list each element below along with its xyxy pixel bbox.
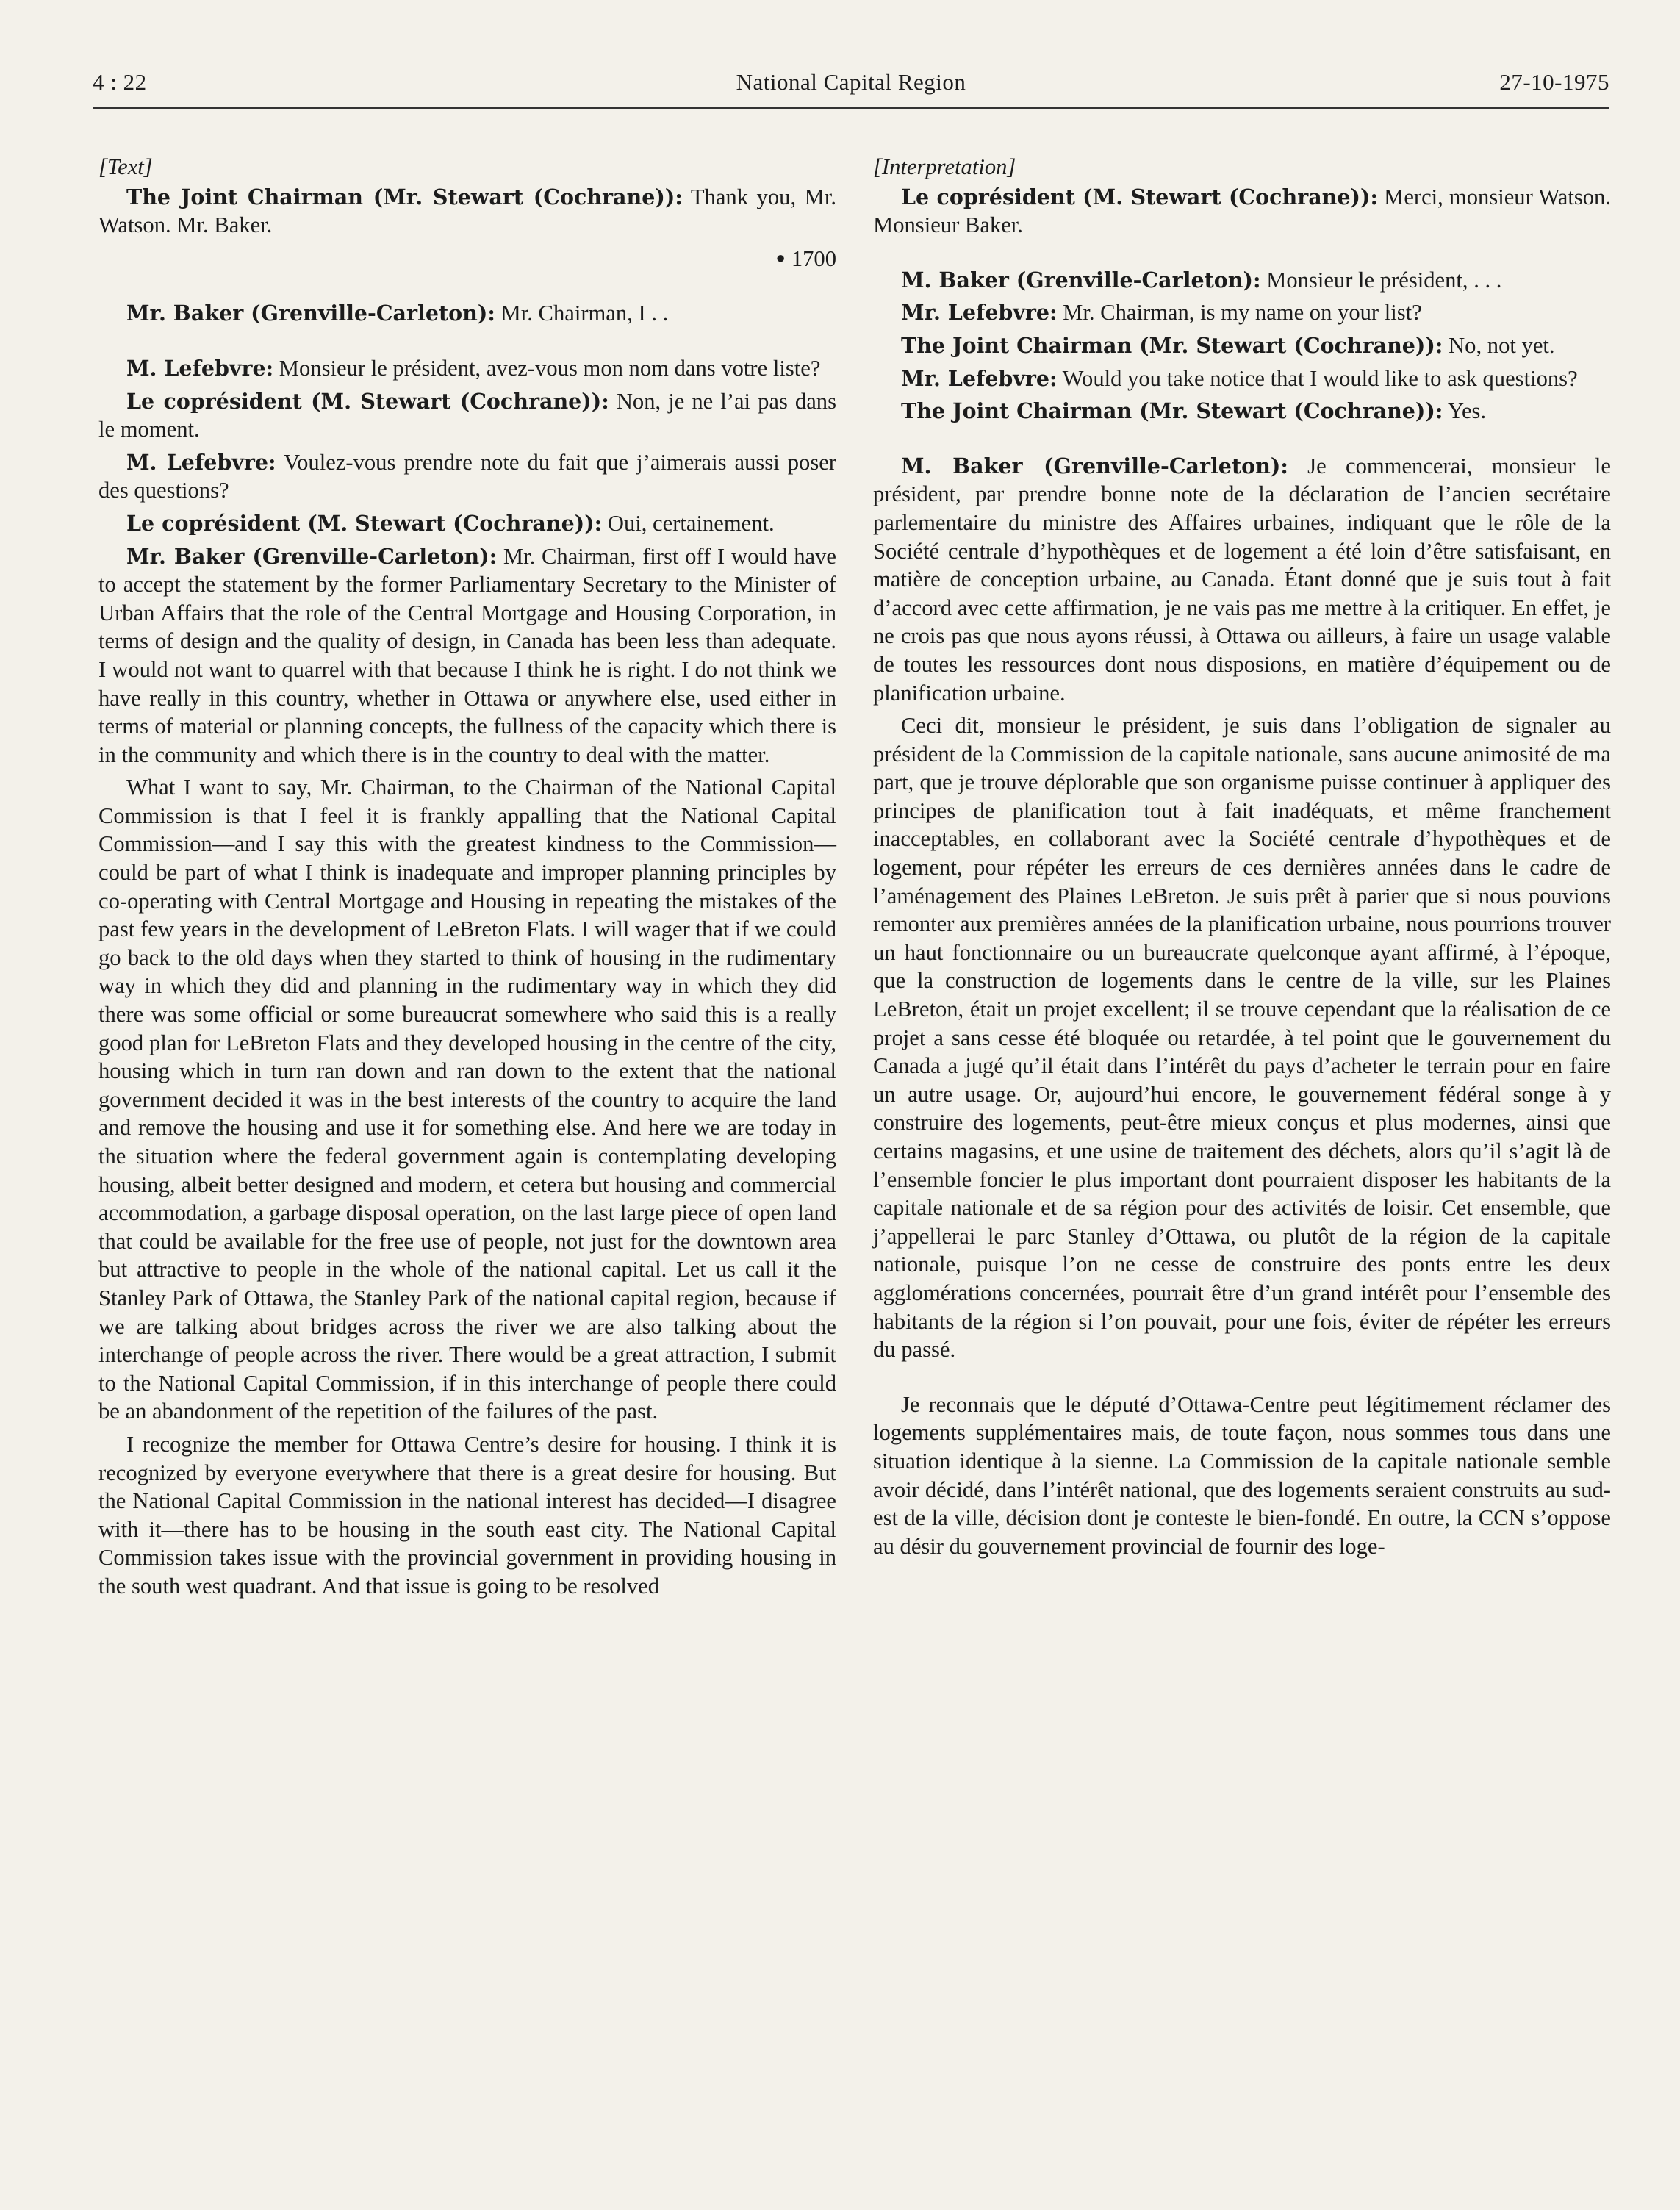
page-number: 4 : 22 — [93, 69, 147, 95]
speech-text: Non, je ne l’ai pas dans le moment. — [98, 388, 836, 442]
paragraph — [98, 448, 836, 505]
section-label: [Text] — [98, 154, 153, 179]
speaker-name: Le coprésident (M. Stewart (Cochrane)): — [126, 510, 603, 536]
speech-text: Oui, certainement. — [602, 510, 775, 536]
speaker-name: Le coprésident (M. Stewart (Cochrane)): — [126, 388, 609, 414]
paragraph — [873, 452, 1611, 707]
paragraph — [873, 183, 1611, 240]
section-label: [Interpretation] — [873, 154, 1016, 179]
speaker-name: Mr. Lefebvre: — [901, 365, 1058, 391]
speaker-name: M. Lefebvre: — [126, 449, 276, 475]
speaker-name: M. Baker (Grenville-Carleton): — [901, 453, 1288, 478]
paragraph — [873, 365, 1611, 393]
english-column — [98, 153, 836, 1601]
paragraph — [873, 266, 1611, 295]
paragraph — [98, 354, 836, 383]
speech-text: Voulez-vous prendre note du fait que j’aimerais aussi poser des questions? — [98, 449, 836, 503]
speaker-name: Mr. Baker (Grenville-Carleton): — [126, 301, 495, 326]
speaker-name: M. Lefebvre: — [126, 355, 274, 381]
speech-text: Je commencerai, monsieur le président, par prendre bonne note de la déclaration de l’ancien secrétaire parlementaire du ministre des Affaires urbaines, indiquant que le rôle de la Société centrale d’hypothèques et de logement a été loin d’être satisfaisant, en matière de conception urbaine, au Canada. Étant donné que je suis tout à fait d’accord avec cette affirmation, je ne vais pas me mettre à la critiquer. En effet, je ne crois pas que nous ayons réussi, à Ottawa ou ailleurs, à faire un usage valable de toutes les ressources dont nous disposions, en matière d’équipement ou de planification urbaine. — [873, 453, 1611, 706]
speaker-name: The Joint Chairman (Mr. Stewart (Cochrane)): — [126, 184, 683, 209]
speech-text: Thank you, Mr. Watson. Mr. Baker. — [98, 184, 836, 238]
paragraph: Je reconnais que le député d’Ottawa-Centre peut légitimement réclamer des logements supplémentaires mais, de toute façon, nous sommes tous dans une situation identique à la sienne. La Commission de la capitale nationale semble avoir décidé, dans l’intérêt national, que des logements seraient construits au sud-est de la ville, décision dont je conteste le bien-fondé. En outre, la CCN s’oppose au désir du gouvernement provincial de fournir des loge- — [873, 1391, 1611, 1559]
bullet-icon: ● — [775, 248, 786, 267]
paragraph — [873, 298, 1611, 327]
paragraph — [873, 331, 1611, 360]
speaker-name: Mr. Lefebvre: — [901, 300, 1058, 326]
speaker-name: The Joint Chairman (Mr. Stewart (Cochrane)): — [901, 398, 1443, 424]
speaker-name: Mr. Baker (Grenville-Carleton): — [126, 543, 498, 569]
paragraph — [98, 387, 836, 444]
speech-text: No, not yet. — [1443, 332, 1555, 358]
speech-text: Yes. — [1443, 398, 1487, 424]
speech-text: Mr. Chairman, I . . — [495, 301, 669, 326]
speech-text: Monsieur le président, avez-vous mon nom dans votre liste? — [273, 355, 821, 381]
paragraph — [873, 397, 1611, 426]
speech-text: Merci, monsieur Watson. Monsieur Baker. — [873, 184, 1611, 238]
speech-text: Mr. Chairman, first off I would have to accept the statement by the former Parliamentary Secretary to the Minister of Urban Affairs that the role of the Central Mortgage and Housing Corporation, in terms of design and the quality of design, in Canada has been less than adequate. I would not want to quarrel with that because I think he is right. I do not think we have really in this country, whether in Ottawa or anywhere else, used either in terms of material or planning concepts, the fullness of the capacity which there is in the community and which there is in the country to deal with the matter. — [98, 543, 836, 767]
paragraph: What I want to say, Mr. Chairman, to the Chairman of the National Capital Commission is that I feel it is frankly appalling that the National Capital Commission—and I say this with the greatest kindness to the Commission—could be part of what I think is inadequate and improper planning principles by co-operating with Central Mortgage and Housing in repeating the mistakes of the past few years in the development of LeBreton Flats. I will wager that if we could go back to the old days when they started to think of housing in the rudimentary way in which they did and planning in the rudimentary way in which they did there was some official or some bureaucrat somewhere who said this is a really good plan for LeBreton Flats and they developed housing in the centre of the city, housing which in turn ran down and ran down to the extent that the national government decided it was in the best interests of the country to acquire the land and remove the housing and use it for something else. And here we are today in the situation where the federal government again is contemplating developing housing, albeit better designed and modern, et cetera but housing and commercial accommodation, a garbage disposal operation, on the last large piece of open land that could be available for the free use of people, not just for the downtown area but attractive to people in the whole of the national capital. Let us call it the Stanley Park of Ottawa, the Stanley Park of the national capital region, because if we are talking about bridges across the river we are also talking about the interchange of people across the river. There would be a great attraction, I submit to the National Capital Commission, if in this interchange of people there could be an abandonment of the repetition of the failures of the past. — [98, 775, 836, 1424]
paragraph — [98, 542, 836, 769]
speaker-name: The Joint Chairman (Mr. Stewart (Cochrane)): — [901, 332, 1443, 358]
speech-text: Mr. Chairman, is my name on your list? — [1057, 300, 1422, 326]
time-text: 1700 — [791, 245, 836, 271]
speaker-name: Le coprésident (M. Stewart (Cochrane)): — [901, 184, 1379, 209]
page-date: 27-10-1975 — [1499, 69, 1609, 95]
time-marker — [98, 244, 836, 273]
page-header — [93, 66, 1609, 109]
paragraph — [98, 299, 836, 328]
paragraph: Ceci dit, monsieur le président, je suis dans l’obligation de signaler au président de la Commission de la capitale nationale, sans aucune animosité de ma part, que je trouve déplorable que son organisme puisse continuer à appliquer des principes de planification tout à fait inadéquats, et même franchement inacceptables, en collaborant avec la Société centrale d’hypothèques et de logement, pour répéter les erreurs de ces dernières années dans le cadre de l’aménagement des Plaines LeBreton. Je suis prêt à parier que si nous pouvions remonter aux premières années de la planification urbaine, nous pourrions trouver un haut fonctionnaire ou un bureaucrate quelconque ayant affirmé, à l’époque, que la construction de logements dans le centre de la ville, sur les Plaines LeBreton, était un projet excellent; il se trouve cependant que la réalisation de ce projet a sans cesse été bloquée ou retardée, à tel point que le gouvernement du Canada a jugé qu’il était dans l’intérêt du pays d’acheter le terrain pour en faire un autre usage. Or, aujourd’hui encore, le gouvernement fédéral songe à y construire des logements, peut-être mieux conçus et plus modernes, ainsi que certains magasins, et une usine de traitement des déchets, alors qu’il s’agit là de l’ensemble foncier le plus important dont pourraient disposer les habitants de la capitale nationale et de sa région pour des activités de loisir. Cet ensemble, que j’appellerai le parc Stanley d’Ottawa, ou plutôt de la région de la capitale nationale, puisque l’on ne cesse de construire des ponts entre les deux agglomérations concernées, pourrait être d’un grand intérêt pour l’ensemble des habitants de la région si l’on pouvait, pour une fois, éviter de répéter les erreurs du passé. — [873, 713, 1611, 1363]
speech-text: Monsieur le président, . . . — [1260, 267, 1502, 293]
speech-text: Would you take notice that I would like to ask questions? — [1057, 365, 1578, 391]
paragraph: I recognize the member for Ottawa Centre’s desire for housing. I think it is recognized by everyone everywhere that there is a great desire for housing. But the National Capital Commission in the national interest has decided—I disagree with it—there has to be housing in the south east city. The National Capital Commission takes issue with the provincial government in providing housing in the south west quadrant. And that issue is going to be resolved — [98, 1431, 836, 1599]
running-title: National Capital Region — [736, 69, 966, 95]
speaker-name: M. Baker (Grenville-Carleton): — [901, 267, 1261, 293]
paragraph — [98, 183, 836, 240]
french-column — [873, 153, 1611, 1560]
paragraph — [98, 509, 836, 538]
